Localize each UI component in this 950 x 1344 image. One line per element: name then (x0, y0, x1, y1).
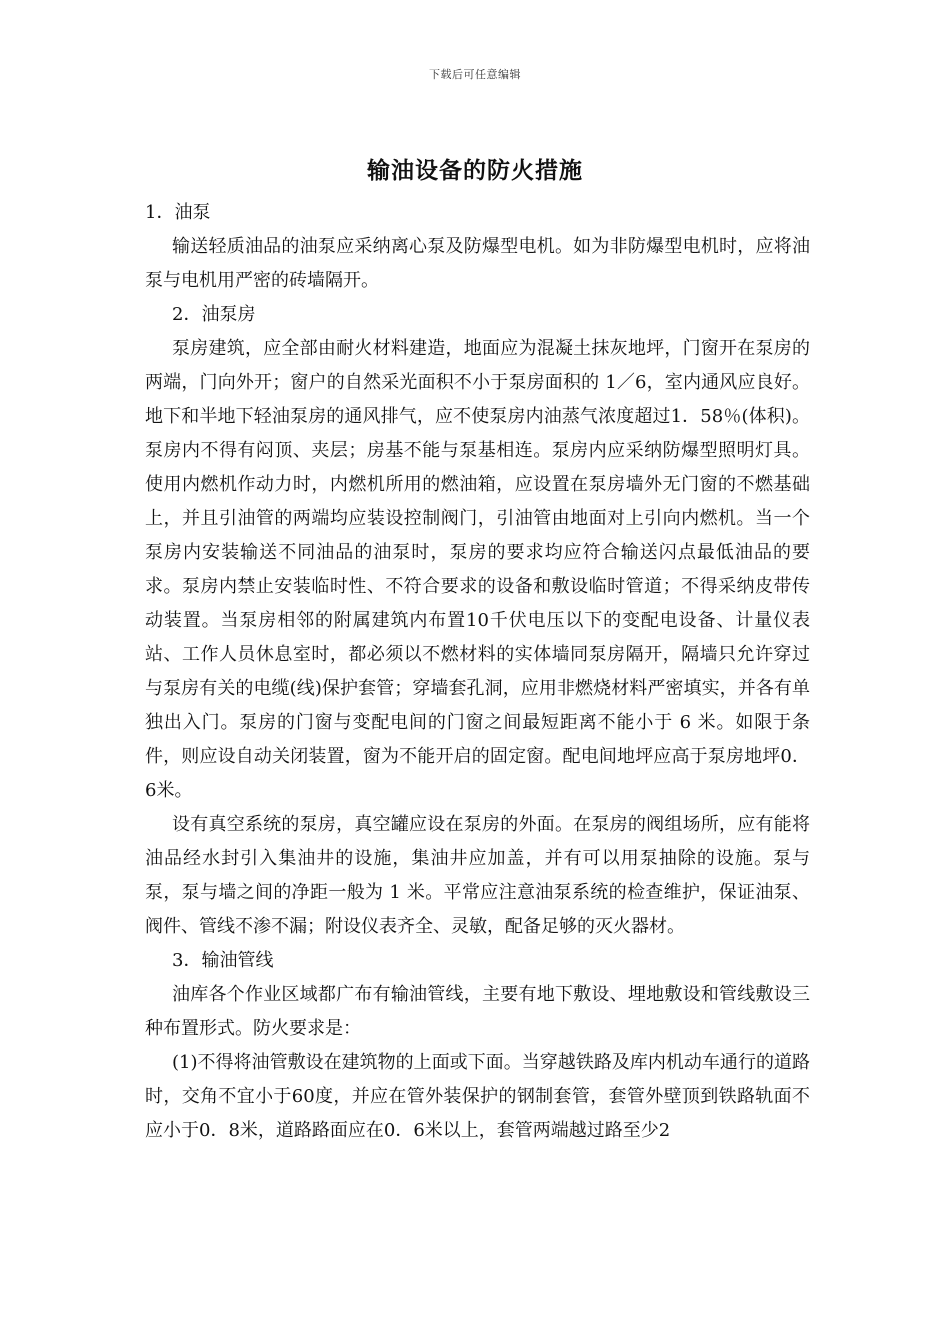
paragraph-pipeline-rule-1: (1)不得将油管敷设在建筑物的上面或下面。当穿越铁路及库内机动车通行的道路时，交角不宜小于60度，并应在管外装保护的钢制套管，套管外壁顶到铁路轨面不应小于0．8米，道路路面应在0．6米以上，套管两端越过路至少2 (145, 1052, 810, 1141)
document-title: 输油设备的防火措施 (367, 158, 583, 184)
page-header-note: 下载后可任意编辑 (429, 68, 521, 81)
paragraph-oil-pump: 输送轻质油品的油泵应采纳离心泵及防爆型电机。如为非防爆型电机时，应将油泵与电机用严密的砖墙隔开。 (145, 236, 810, 291)
paragraph-vacuum-system: 设有真空系统的泵房，真空罐应设在泵房的外面。在泵房的阀组场所，应有能将油品经水封引入集油井的设施，集油井应加盖，并有可以用泵抽除的设施。泵与泵，泵与墙之间的净距一般为 1 米。平常应注意油泵系统的检查维护，保证油泵、阀件、管线不渗不漏；附设仪表齐全、灵敏，配备足够的灭火器材。 (145, 814, 810, 937)
section-heading-pump-house: 2．油泵房 (172, 304, 256, 325)
paragraph-pipeline-layout: 油库各个作业区域都广布有输油管线，主要有地下敷设、埋地敷设和管线敷设三种布置形式。防火要求是： (145, 984, 810, 1039)
section-heading-pipelines: 3．输油管线 (172, 950, 274, 971)
paragraph-pump-house-building: 泵房建筑，应全部由耐火材料建造，地面应为混凝土抹灰地坪，门窗开在泵房的两端，门向外开；窗户的自然采光面积不小于泵房面积的 1／6，室内通风应良好。地下和半地下轻油泵房的通风排气，应不使泵房内油蒸气浓度超过1．58％(体积)。泵房内不得有闷顶、夹层；房基不能与泵基相连。泵房内应采纳防爆型照明灯具。使用内燃机作动力时，内燃机所用的燃油箱，应设置在泵房墙外无门窗的不燃基础上，并且引油管的两端均应装设控制阀门，引油管由地面对上引向内燃机。当一个泵房内安装输送不同油品的油泵时，泵房的要求均应符合输送闪点最低油品的要求。泵房内禁止安装临时性、不符合要求的设备和敷设临时管道；不得采纳皮带传动装置。当泵房相邻的附属建筑内布置10千伏电压以下的变配电设备、计量仪表站、工作人员休息室时，都必须以不燃材料的实体墙同泵房隔开，隔墙只允许穿过与泵房有关的电缆(线)保护套管；穿墙套孔洞，应用非燃烧材料严密填实，并各有单独出入门。泵房的门窗与变配电间的门窗之间最短距离不能小于 6 米。如限于条件，则应设自动关闭装置，窗为不能开启的固定窗。配电间地坪应高于泵房地坪0．6米。 (145, 338, 810, 801)
section-heading-oil-pump: 1．油泵 (145, 202, 211, 223)
document-body (145, 196, 810, 1148)
